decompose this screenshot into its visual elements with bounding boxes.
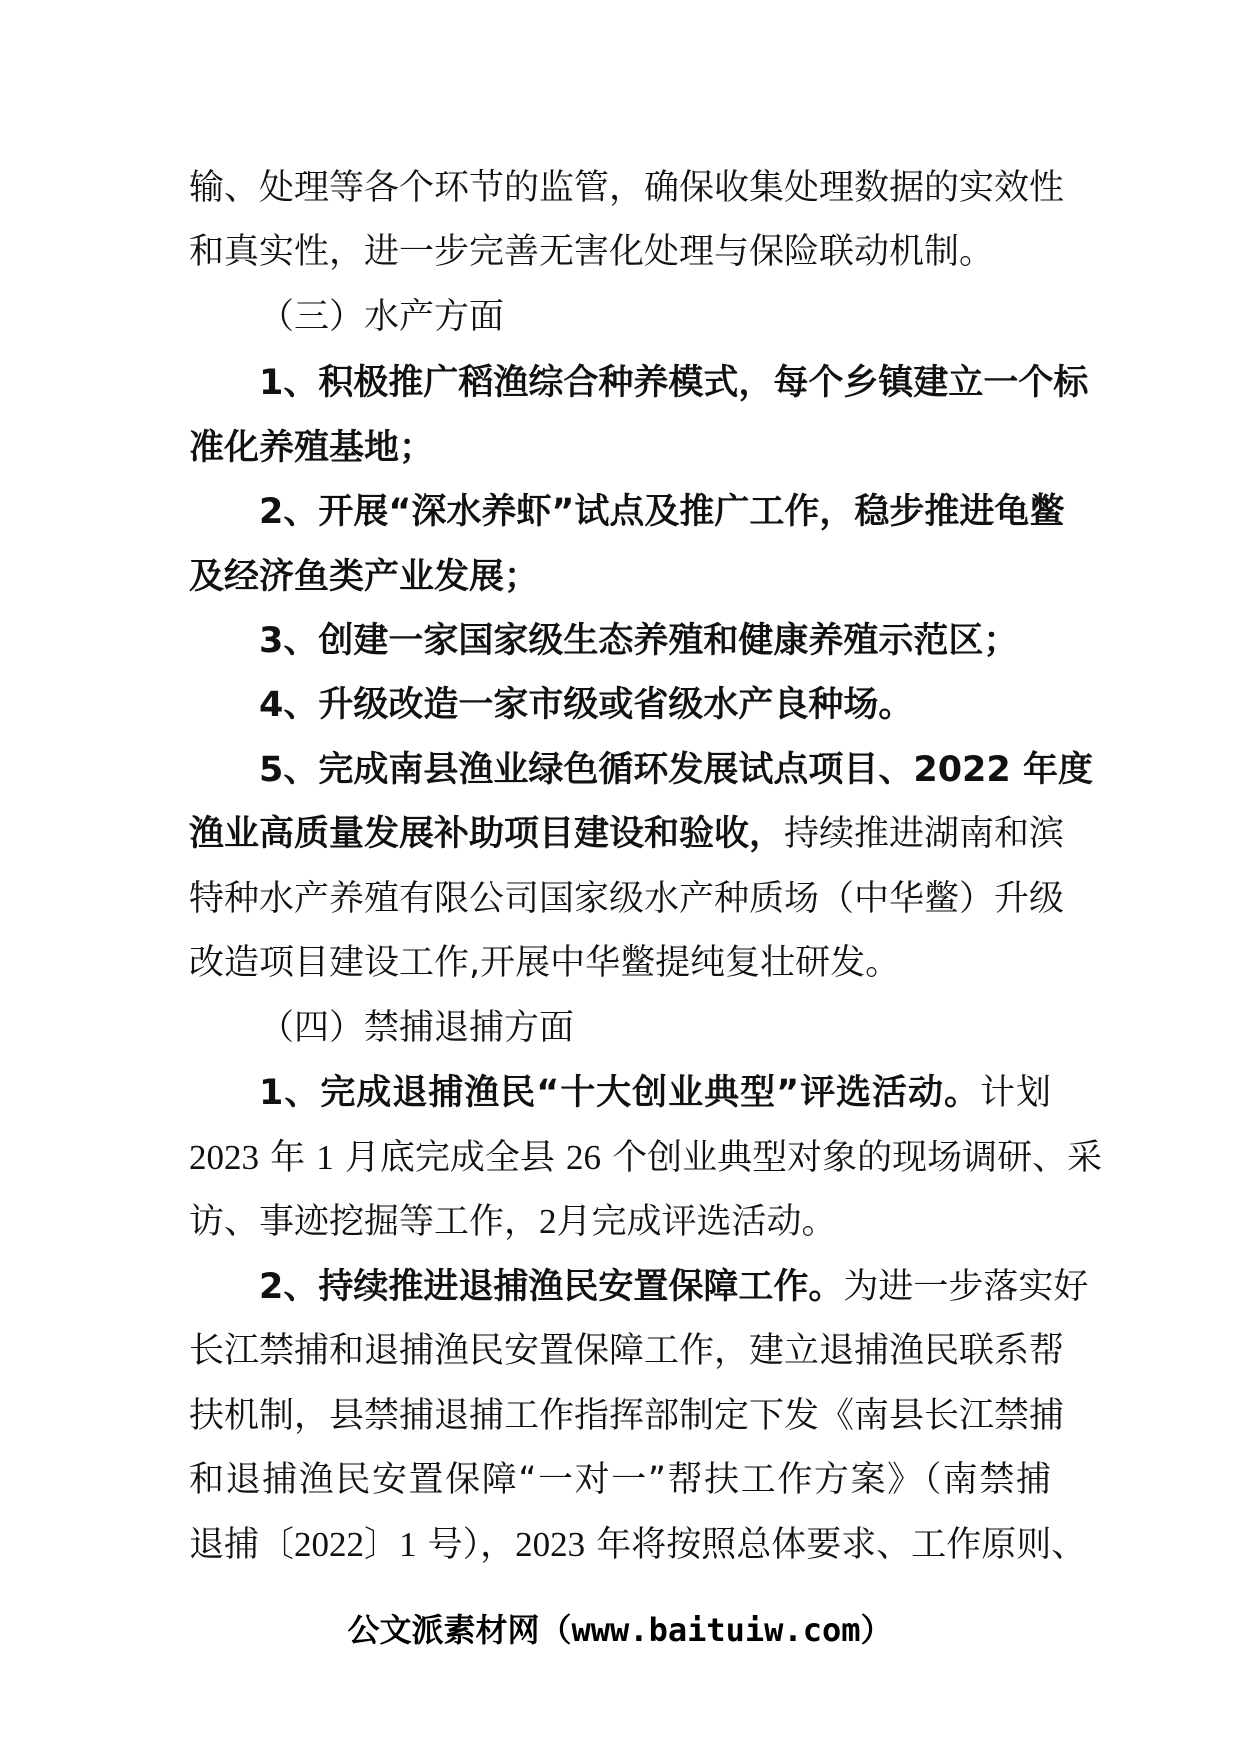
list-item-5-cont: 特种水产养殖有限公司国家级水产种质场（中华鳖）升级: [189, 879, 1065, 919]
text-run: 为进一步落实好: [843, 1267, 1089, 1307]
list-item-2: 2、开展“深水养虾”试点及推广工作，稳步推进龟鳖: [259, 492, 1065, 532]
list-item-ban-2: [189, 1265, 1089, 1309]
list-item-ban-2-cont: 长江禁捕和退捕渔民安置保障工作，建立退捕渔民联系帮: [189, 1331, 1065, 1371]
number-run: 2: [539, 1202, 557, 1241]
list-item-ban-2-cont: 和退捕渔民安置保障“一对一”帮扶工作方案》（南禁捕: [189, 1460, 1051, 1500]
text-run: 退捕〔: [189, 1525, 295, 1565]
number-run: 2022: [294, 1525, 365, 1564]
footer-watermark: [0, 1608, 1240, 1652]
number-run: 26: [566, 1138, 602, 1177]
text-run: 号），: [416, 1525, 516, 1565]
footer-site-name: 公文派素材网: [347, 1611, 540, 1649]
list-item-ban-2-cont: [189, 1523, 1087, 1567]
list-item-3: 3、创建一家国家级生态养殖和健康养殖示范区；: [259, 621, 1019, 661]
bold-run: 1、完成退捕渔民“十大创业典型”评选活动。: [259, 1073, 980, 1113]
paragraph-line: 输、处理等各个环节的监管，确保收集处理数据的实效性: [189, 168, 1065, 208]
list-item-5-cont: 改造项目建设工作,开展中华鳖提纯复壮研发。: [189, 943, 901, 983]
number-run: 2023: [189, 1138, 259, 1177]
text-run: 计划: [980, 1073, 1051, 1113]
bold-run: 渔业高质量发展补助项目建设和验收，: [189, 814, 785, 854]
section-heading-fishing-ban: （四）禁捕退捕方面: [259, 1008, 575, 1048]
list-item-5: 5、完成南县渔业绿色循环发展试点项目、2022 年度: [259, 750, 1093, 790]
paragraph-line: 和真实性，进一步完善无害化处理与保险联动机制。: [189, 232, 995, 272]
section-heading-aquatic: （三）水产方面: [259, 297, 505, 337]
text-run: 月完成评选活动。: [556, 1202, 837, 1242]
text-run: 月底完成全县: [333, 1138, 567, 1178]
list-item-4: 4、升级改造一家市级或省级水产良种场。: [259, 685, 914, 725]
list-item-ban-1: [189, 1071, 1051, 1115]
list-item-1-cont: 准化养殖基地；: [189, 428, 435, 468]
list-item-ban-1-cont: [189, 1136, 1103, 1180]
number-run: 1: [316, 1138, 334, 1177]
list-item-ban-2-cont: 扶机制，县禁捕退捕工作指挥部制定下发《南县长江禁捕: [189, 1396, 1065, 1436]
text-run: 年将按照总体要求、工作原则、: [585, 1525, 1087, 1565]
text-run: 年: [259, 1138, 317, 1178]
text-run: 访、事迹挖掘等工作，: [189, 1202, 540, 1242]
list-item-5-cont: [189, 812, 1065, 856]
number-run: 1: [399, 1525, 417, 1564]
list-item-1: 1、积极推广稻渔综合种养模式，每个乡镇建立一个标: [259, 363, 1089, 403]
bold-run: 2、持续推进退捕渔民安置保障工作。: [259, 1267, 844, 1307]
list-item-ban-1-cont: [189, 1200, 1051, 1244]
text-run: 〕: [364, 1525, 400, 1565]
text-run: 持续推进湖南和滨: [784, 814, 1065, 854]
number-run: 2023: [515, 1525, 586, 1564]
list-item-2-cont: 及经济鱼类产业发展；: [189, 557, 540, 597]
text-run: 个创业典型对象的现场调研、采: [601, 1138, 1103, 1178]
footer-site-url: （www.baituiw.com）: [539, 1611, 893, 1649]
